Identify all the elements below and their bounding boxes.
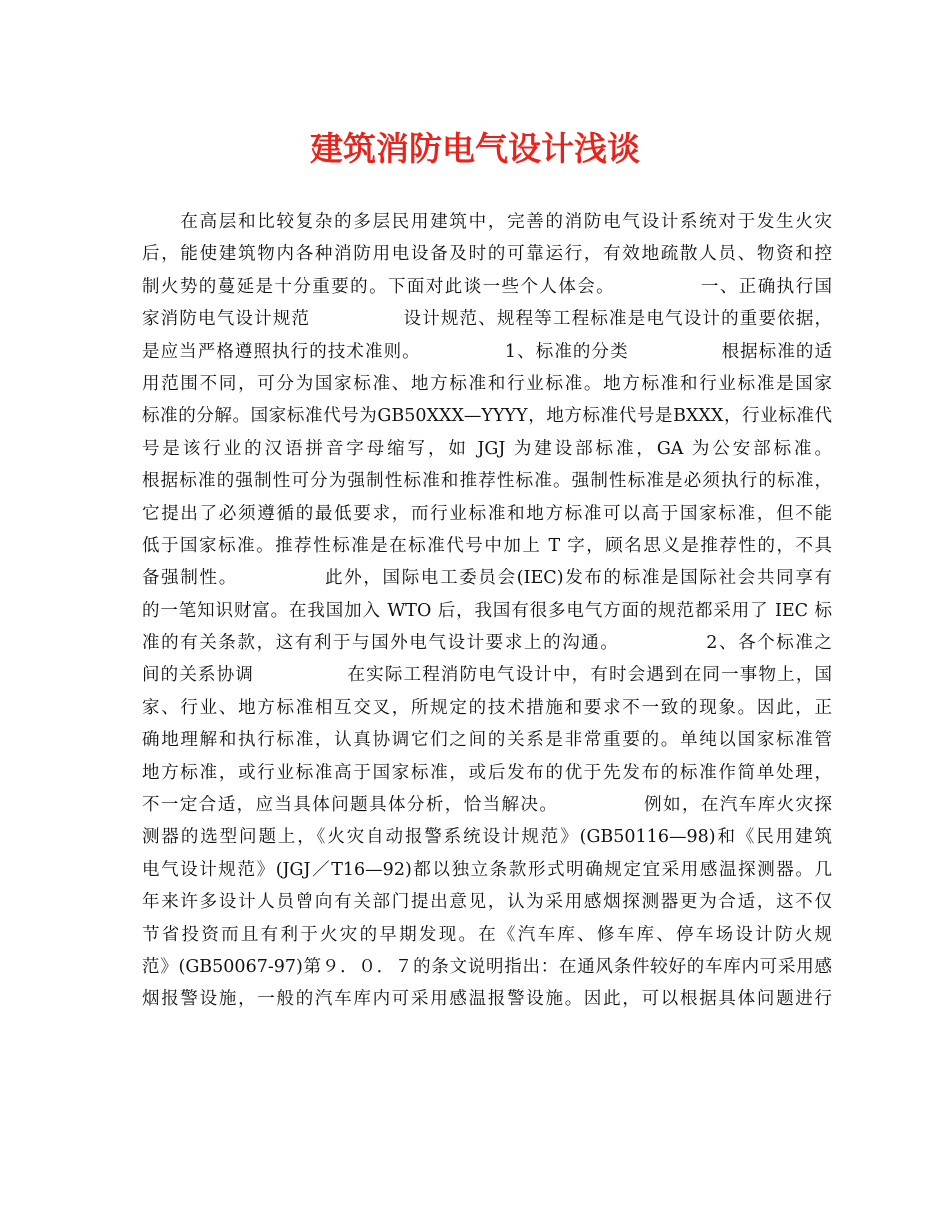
body-line: 电气设计规范》(JGJ／T16—92)都以独立条款形式明确规定宜采用感温探测器。几 — [142, 859, 832, 880]
body-line: 确地理解和执行标准，认真协调它们之间的关系是非常重要的。单纯以国家标准管 — [142, 730, 832, 751]
body-line: 测器的选型问题上，《火灾自动报警系统设计规范》(GB50116—98)和《民用建筑 — [142, 827, 832, 848]
body-line: 家消防电气设计规范 设计规范、规程等工程标准是电气设计的重要依据， — [142, 309, 832, 330]
document-body — [142, 206, 832, 1016]
body-line: 后，能使建筑物内各种消防用电设备及时的可靠运行，有效地疏散人员、物资和控 — [142, 244, 832, 265]
body-line: 烟报警设施，一般的汽车库内可采用感温报警设施。因此，可以根据具体问题进行 — [142, 989, 832, 1010]
body-line: 是应当严格遵照执行的技术准则。 1、标准的分类 根据标准的适 — [142, 341, 832, 362]
body-line: 它提出了必须遵循的最低要求，而行业标准和地方标准可以高于国家标准，但不能 — [142, 503, 832, 524]
body-line: 低于国家标准。推荐性标准是在标准代号中加上 T 字，顾名思义是推荐性的，不具 — [142, 535, 832, 556]
body-line: 地方标准，或行业标准高于国家标准，或后发布的优于先发布的标准作简单处理， — [142, 762, 832, 783]
body-line: 范》(GB50067-97)第９．０．７的条文说明指出：在通风条件较好的车库内可采用感 — [142, 956, 832, 977]
body-line: 家、行业、地方标准相互交叉，所规定的技术措施和要求不一致的现象。因此，正 — [142, 697, 832, 718]
body-line: 的一笔知识财富。在我国加入 WTO 后，我国有很多电气方面的规范都采用了 IEC 标 — [142, 600, 832, 621]
body-line: 不一定合适，应当具体问题具体分析，恰当解决。 例如，在汽车库火灾探 — [142, 795, 832, 816]
body-line: 用范围不同，可分为国家标准、地方标准和行业标准。地方标准和行业标准是国家 — [142, 373, 832, 394]
document-title: 建筑消防电气设计浅谈 — [310, 129, 640, 168]
body-line: 在高层和比较复杂的多层民用建筑中，完善的消防电气设计系统对于发生火灾 — [142, 212, 832, 232]
body-line: 根据标准的强制性可分为强制性标准和推荐性标准。强制性标准是必须执行的标准， — [142, 471, 832, 492]
body-line: 制火势的蔓延是十分重要的。下面对此谈一些个人体会。 一、正确执行国 — [142, 276, 832, 297]
body-line: 号是该行业的汉语拼音字母缩写，如 JGJ 为建设部标准，GA 为公安部标准。 — [142, 438, 832, 459]
body-line: 节省投资而且有利于火灾的早期发现。在《汽车库、修车库、停车场设计防火规 — [142, 924, 832, 945]
body-line: 备强制性。 此外，国际电工委员会(IEC)发布的标准是国际社会共同享有 — [142, 568, 832, 589]
body-line: 准的有关条款，这有利于与国外电气设计要求上的沟通。 2、各个标准之 — [142, 633, 832, 654]
body-line: 年来许多设计人员曾向有关部门提出意见，认为采用感烟探测器更为合适，这不仅 — [142, 892, 832, 913]
body-line: 标准的分解。国家标准代号为GB50XXX—YYYY，地方标准代号是BXXX，行业标准代 — [142, 406, 832, 427]
body-line: 间的关系协调 在实际工程消防电气设计中，有时会遇到在同一事物上，国 — [142, 665, 832, 686]
